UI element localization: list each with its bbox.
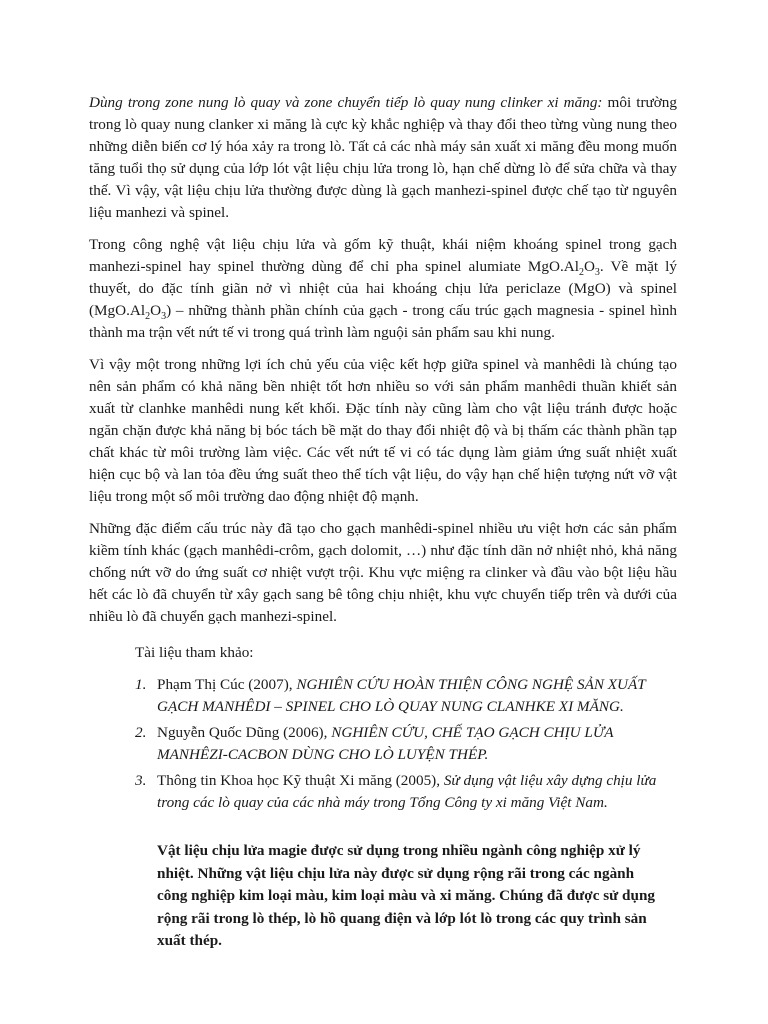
paragraph-text: môi trường trong lò quay nung clanker xi măng là cực kỳ khắc nghiệp và thay đổi theo từng vùng nung theo những diễn biến cơ lý hóa xảy ra trong lò. Tất cả các nhà máy sản xuất xi măng đều mong muốn tăng tuổi thọ sử dụng của lớp lót vật liệu chịu lửa trong lò, hạn chế dừng lò để sửa chữa và thay thế. Vì vậy, vật liệu chịu lửa thường được dùng là gạch manhezi-spinel được chế tạo từ nguyên liệu manhezi và spinel. [89, 94, 677, 221]
paragraph-text: . Về mặt lý thuyết, do đặc tính giãn nở vì nhiệt của hai khoáng chịu lửa periclaze (MgO) và spinel (MgO.Al [89, 258, 677, 319]
reference-number: 3. [135, 772, 147, 789]
paragraph-benefits: Vì vậy một trong những lợi ích chủ yếu của việc kết hợp giữa spinel và manhêdi là chúng tạo nên sản phẩm có khả năng bền nhiệt tốt hơn nhiều so với sản phẩm manhêdi thuần khiết sản xuất từ clanhke manhêdi nung kết khối. Đặc tính này cũng làm cho vật liệu tránh được hoặc ngăn chặn được khả năng bị bóc tách bề mặt do thay đổi nhiệt độ và bị thấm các thành phần tạp chất khác từ môi trường làm việc. Các vết nứt tế vi có tác dụng làm giảm ứng suất nhiệt xuất hiện cục bộ và lan tỏa đều ứng suất theo thể tích vật liệu, do vậy hạn chế hiện tượng nứt vỡ vật liệu trong một số môi trường dao động nhiệt độ mạnh. [89, 356, 677, 505]
references-title: Tài liệu tham khảo: [135, 644, 254, 661]
reference-item [89, 722, 677, 766]
reference-number: 1. [135, 676, 147, 693]
paragraph-lead-italic: Dùng trong zone nung lò quay và zone chuyển tiếp lò quay nung clinker xi măng: [89, 94, 603, 111]
reference-title: NGHIÊN CỨU HOÀN THIỆN CÔNG NGHỆ SẢN XUẤT GẠCH MANHÊDI – SPINEL CHO LÒ QUAY NUNG CLANHKE XI MĂNG. [157, 676, 646, 715]
subscript: 3 [594, 267, 600, 279]
subscript: 2 [145, 311, 151, 323]
reference-number: 2. [135, 724, 147, 741]
paragraph-rotary-kiln [89, 92, 677, 224]
paragraph-spinel-concept [89, 234, 677, 344]
paragraph-text: O [583, 258, 595, 275]
reference-title: Sử dụng vật liệu xây dựng chịu lửa trong các lò quay của các nhà máy trong Tổng Công ty xi măng Việt Nam. [157, 772, 657, 811]
reference-author: Thông tin Khoa học Kỹ thuật Xi măng (2005), [157, 772, 444, 789]
paragraph-structure-features: Những đặc điểm cấu trúc này đã tạo cho gạch manhêdi-spinel nhiều ưu việt hơn các sản phẩm kiềm tính khác (gạch manhêdi-crôm, gạch dolomit, …) như đặc tính dãn nở nhiệt nhỏ, khả năng chống nứt vỡ do ứng suất cơ nhiệt vượt trội. Khu vực miệng ra clinker và đầu vào bột liệu hầu hết các lò đã chuyển từ xây gạch sang bê tông chịu nhiệt, khu vực chuyển tiếp trên và dưới của nhiều lò đã chuyển gạch manhezi-spinel. [89, 520, 677, 625]
paragraph-text: Trong công nghệ vật liệu chịu lửa và gốm kỹ thuật, khái niệm khoáng spinel trong gạch manhezi-spinel hay spinel thường dùng để chỉ pha spinel alumiate MgO.Al [89, 236, 677, 275]
reference-item [89, 674, 677, 718]
reference-item [89, 770, 677, 814]
subscript: 3 [161, 311, 167, 323]
bold-summary-paragraph: Vật liệu chịu lửa magie được sử dụng trong nhiều ngành công nghiệp xử lý nhiệt. Những vật liệu chịu lửa này được sử dụng rộng rãi trong các ngành công nghiệp kim loại màu, kim loại màu và xi măng. Chúng đã được sử dụng rộng rãi trong lò thép, lò hồ quang điện và lớp lót lò trong các quy trình sản xuất thép. [157, 842, 655, 949]
reference-author: Phạm Thị Cúc (2007), [157, 676, 297, 693]
document-page [89, 92, 677, 953]
subscript: 2 [578, 267, 584, 279]
reference-author: Nguyễn Quốc Dũng (2006), [157, 724, 332, 741]
paragraph-text: ) – những thành phần chính của gạch - trong cấu trúc gạch magnesia - spinel hình thành ma trận vết nứt tế vi trong quá trình làm nguội sản phẩm sau khi nung. [89, 302, 677, 341]
reference-title: NGHIÊN CỨU, CHẾ TẠO GẠCH CHỊU LỬA MANHÊZI-CACBON DÙNG CHO LÒ LUYỆN THÉP. [157, 724, 614, 763]
references-list [89, 674, 677, 814]
paragraph-text: O [150, 302, 162, 319]
